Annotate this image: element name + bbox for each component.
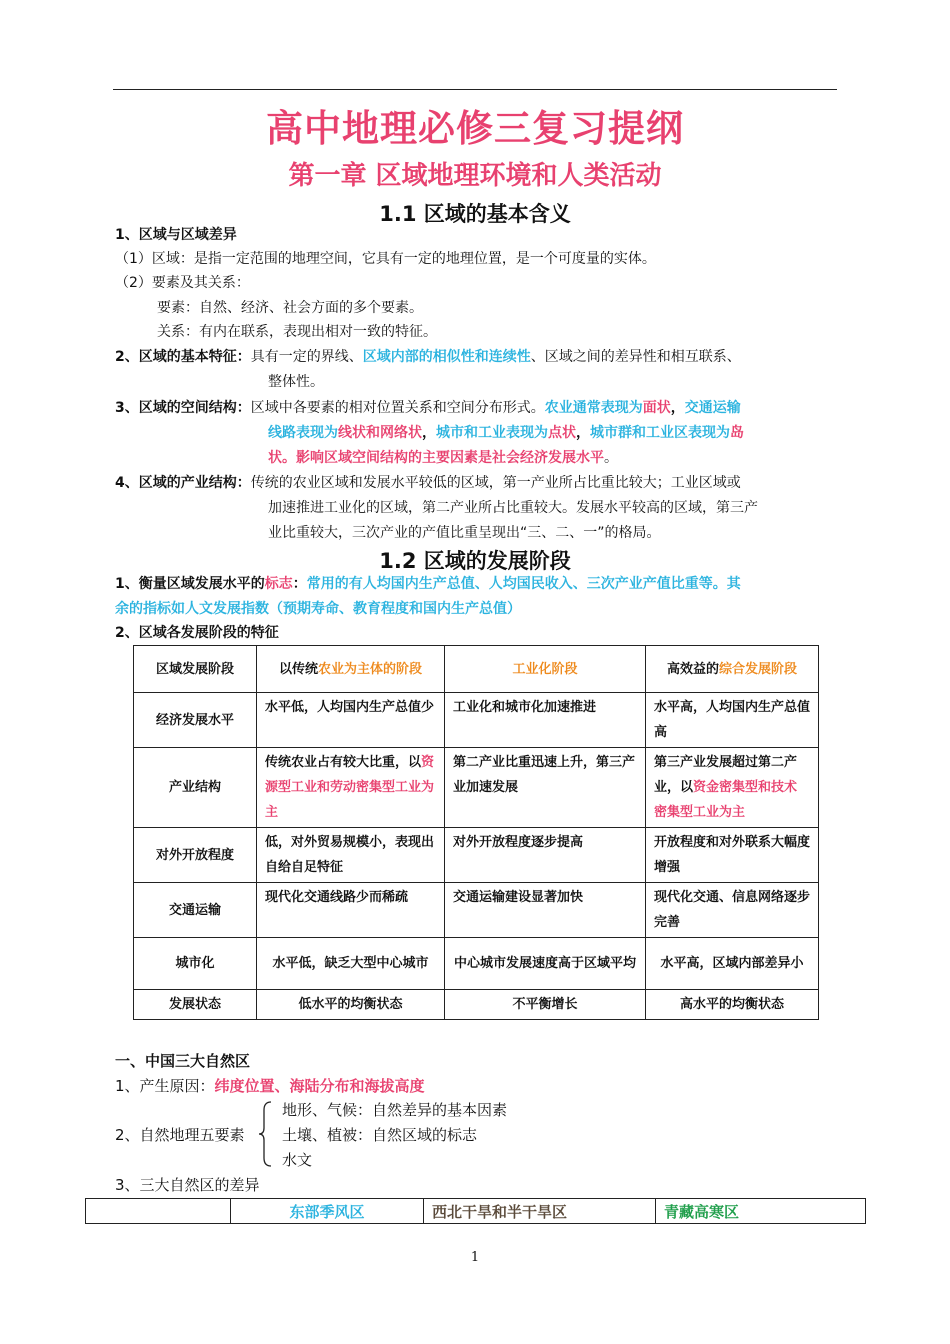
table-cell: 水平高，人均国内生产总值高 xyxy=(646,693,819,748)
text-span: 状 xyxy=(268,450,282,466)
text-span: 农业为主体的阶段 xyxy=(318,661,423,677)
text-span: 1、衡量区域发展水平的 xyxy=(115,576,265,592)
text-span: 交通运输 xyxy=(684,400,741,416)
table-cell xyxy=(257,748,445,828)
text-span: ， xyxy=(422,425,436,441)
para-spatial-structure-cont2 xyxy=(268,446,618,470)
text-span: 1、产生原因： xyxy=(115,1077,215,1095)
table-cell xyxy=(646,748,819,828)
para-region-definition: （1）区域：是指一定范围的地理空间，它具有一定的地理位置，是一个可度量的实体。 xyxy=(115,251,656,267)
table-cell: 水平高，区域内部差异小 xyxy=(646,938,819,990)
table-row xyxy=(134,748,819,828)
row-label: 产业结构 xyxy=(134,748,257,828)
table-row xyxy=(134,990,819,1020)
table-header-row xyxy=(86,1199,866,1224)
text-span: 线状和网络状 xyxy=(338,425,422,441)
chapter-title: 第一章 区域地理环境和人类活动 xyxy=(288,161,662,191)
brace-item-soil-vegetation: 土壤、植被：自然区域的标志 xyxy=(282,1126,478,1144)
text-span: 城市群和工业区表现为 xyxy=(590,425,730,441)
para-elements: （2）要素及其关系： xyxy=(115,275,250,291)
text-span: 点状 xyxy=(548,425,576,441)
table-header-row xyxy=(134,646,819,693)
para-development-measure xyxy=(115,572,741,596)
table-cell: 现代化交通、信息网络逐步完善 xyxy=(646,883,819,938)
text-span: ， xyxy=(670,400,685,416)
zone-qinghai-tibet: 青藏高寒区 xyxy=(656,1199,866,1224)
table-header-cell xyxy=(646,646,819,693)
header-rule xyxy=(113,89,837,90)
table-cell: 水平低，人均国内生产总值少 xyxy=(257,693,445,748)
text-span: 区域中各要素的相对位置关系和空间分布形式。 xyxy=(250,400,545,416)
text-span: 第三产业发展超过第二产业，以 xyxy=(654,755,798,795)
para-region-differences: 3、三大自然区的差异 xyxy=(115,1176,260,1194)
row-label: 发展状态 xyxy=(134,990,257,1020)
row-label: 对外开放程度 xyxy=(134,828,257,883)
row-label: 城市化 xyxy=(134,938,257,990)
text-span: 资源型工业和劳动密集型工业为主 xyxy=(265,755,435,820)
table-header-cell xyxy=(86,1199,231,1224)
text-span: 。 xyxy=(604,450,618,466)
table-row xyxy=(134,883,819,938)
text-span: 资金密集型和技术密集型工业为主 xyxy=(654,780,798,820)
section-title-1-1: 1.1 区域的基本含义 xyxy=(379,202,571,226)
table-cell: 第二产业比重迅速上升，第三产业加速发展 xyxy=(445,748,646,828)
table-cell: 对外开放程度逐步提高 xyxy=(445,828,646,883)
text-span: 农业通常表现为 xyxy=(544,400,643,416)
para-spatial-structure-cont1 xyxy=(268,421,744,445)
table-row xyxy=(134,938,819,990)
para-industry-structure xyxy=(115,471,741,495)
para-elements-detail: 要素：自然、经济、社会方面的多个要素。 xyxy=(157,300,423,316)
table-cell: 中心城市发展速度高于区域平均 xyxy=(445,938,646,990)
para-basic-features xyxy=(115,345,741,369)
text-span: 具有一定的界线、 xyxy=(250,349,363,365)
text-span: ： xyxy=(292,576,307,592)
text-span: 传统的农业区域和发展水平较低的区域，第一产业所占比重比较大；工业区域或 xyxy=(250,475,741,491)
brace-item-terrain-climate: 地形、气候：自然差异的基本因素 xyxy=(282,1101,508,1119)
table-cell: 现代化交通线路少而稀疏 xyxy=(257,883,445,938)
para-development-measure-cont: 余的指标如人文发展指数（预期寿命、教育程度和国内生产总值） xyxy=(115,601,521,617)
text-span: 城市和工业表现为 xyxy=(436,425,548,441)
text-span: 传统农业占有较大比重，以 xyxy=(265,755,422,770)
text-span: 面状 xyxy=(642,400,671,416)
text-span: ， xyxy=(576,425,590,441)
zone-eastern-monsoon: 东部季风区 xyxy=(231,1199,424,1224)
table-cell: 低水平的均衡状态 xyxy=(257,990,445,1020)
para-spatial-structure xyxy=(115,396,741,420)
table-cell: 交通运输建设显著加快 xyxy=(445,883,646,938)
text-span: 常用的有人均国内生产总值、人均国民收入、三次产业产值比重等。其 xyxy=(306,576,741,592)
document-title: 高中地理必修三复习提纲 xyxy=(266,107,684,150)
highlight-similarity: 区域内部的相似性和连续性 xyxy=(362,349,531,365)
heading-region-difference: 1、区域与区域差异 xyxy=(115,227,237,243)
text-span: 纬度位置、海陆分布和海拔高度 xyxy=(214,1077,425,1095)
natural-zone-table xyxy=(85,1198,866,1224)
table-cell: 工业化和城市化加速推进 xyxy=(445,693,646,748)
heading-basic-features: 2、区域的基本特征： xyxy=(115,349,251,365)
text-span: 、区域之间的差异性和相互联系、 xyxy=(530,349,741,365)
para-basic-features-cont: 整体性。 xyxy=(268,374,324,390)
para-relations-detail: 关系：有内在联系，表现出相对一致的特征。 xyxy=(157,324,437,340)
page-number: 1 xyxy=(470,1250,480,1265)
text-span: 岛 xyxy=(730,425,744,441)
table-cell: 水平低，缺乏大型中心城市 xyxy=(257,938,445,990)
heading-industry-structure: 4、区域的产业结构： xyxy=(115,475,251,491)
table-header-cell xyxy=(257,646,445,693)
text-span: 以传统 xyxy=(278,661,318,677)
heading-three-natural-regions: 一、中国三大自然区 xyxy=(115,1052,251,1070)
para-industry-structure-cont1: 加速推进工业化的区域，第二产业所占比重较大。发展水平较高的区域，第三产 xyxy=(268,500,758,516)
row-label: 经济发展水平 xyxy=(134,693,257,748)
text-span: 。影响区域空间结构的主要因素是社会经济发展水平 xyxy=(282,450,604,466)
curly-brace-icon xyxy=(258,1100,272,1168)
heading-spatial-structure: 3、区域的空间结构： xyxy=(115,400,251,416)
para-five-elements: 2、自然地理五要素 xyxy=(115,1126,245,1144)
zone-northwest-arid: 西北干旱和半干旱区 xyxy=(424,1199,656,1224)
table-header-cell: 区域发展阶段 xyxy=(134,646,257,693)
table-row xyxy=(134,828,819,883)
para-cause xyxy=(115,1074,425,1098)
development-stage-table xyxy=(133,645,819,1020)
table-header-cell: 工业化阶段 xyxy=(445,646,646,693)
table-row xyxy=(134,693,819,748)
brace-item-hydrology: 水文 xyxy=(282,1151,313,1169)
text-span: 线路表现为 xyxy=(268,425,338,441)
table-cell: 高水平的均衡状态 xyxy=(646,990,819,1020)
row-label: 交通运输 xyxy=(134,883,257,938)
table-cell: 不平衡增长 xyxy=(445,990,646,1020)
section-title-1-2: 1.2 区域的发展阶段 xyxy=(379,549,571,573)
text-span: 标志 xyxy=(264,576,293,592)
table-cell: 开放程度和对外联系大幅度增强 xyxy=(646,828,819,883)
text-span: 综合发展阶段 xyxy=(719,661,798,677)
table-cell: 低，对外贸易规模小，表现出自给自足特征 xyxy=(257,828,445,883)
heading-stage-features: 2、区域各发展阶段的特征 xyxy=(115,625,279,641)
text-span: 高效益的 xyxy=(666,661,719,677)
para-industry-structure-cont2: 业比重较大，三次产业的产值比重呈现出“三、二、一”的格局。 xyxy=(268,525,661,541)
